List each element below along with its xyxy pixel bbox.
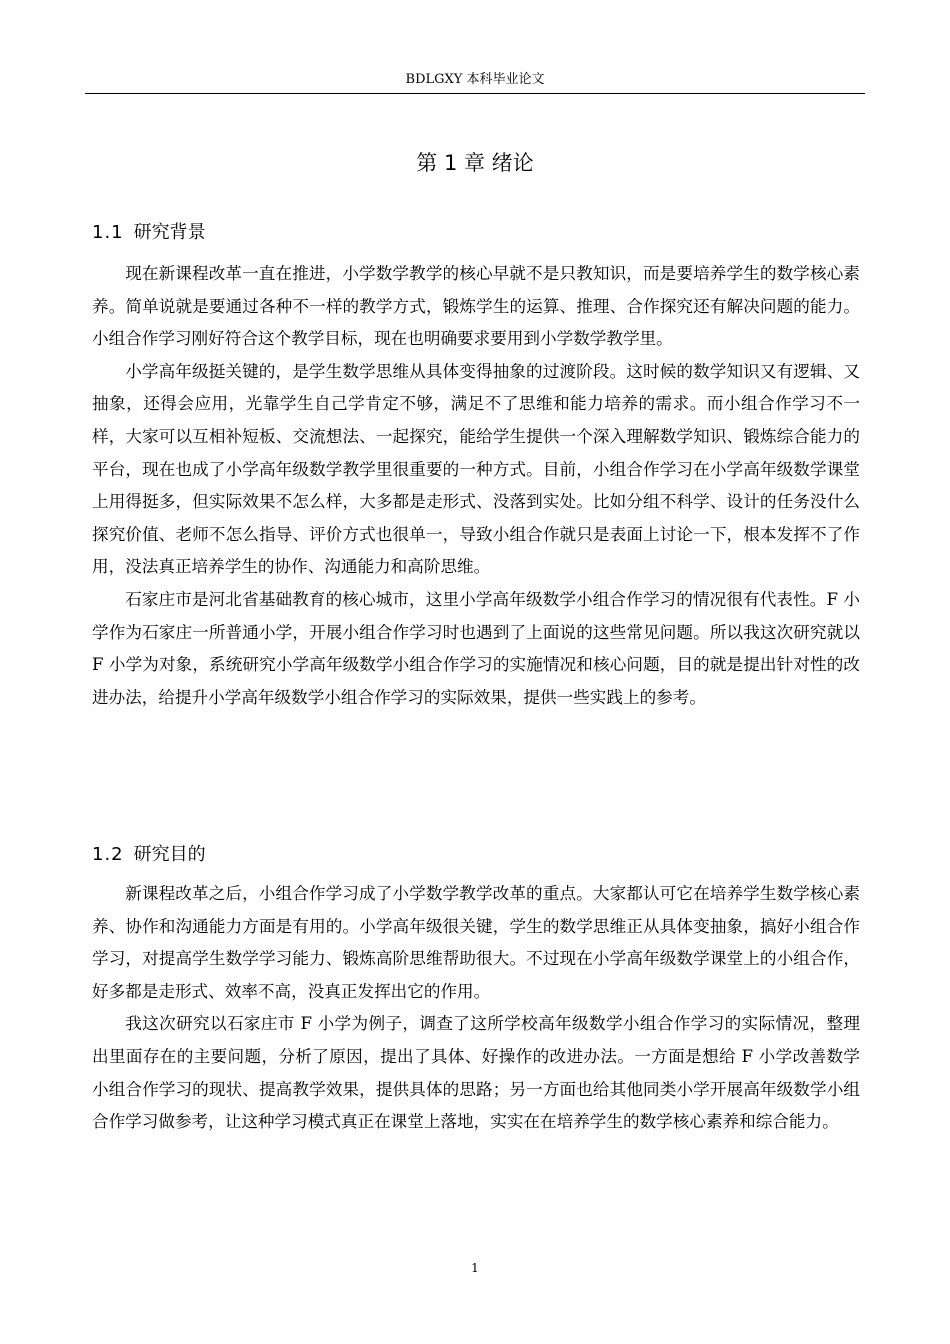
- section-body-research-background: [92, 258, 860, 714]
- page-number: 1: [471, 1261, 479, 1275]
- paragraph: 我这次研究以石家庄市 F 小学为例子，调查了这所学校高年级数学小组合作学习的实际情况，整理出里面存在的主要问题，分析了原因，提出了具体、好操作的改进办法。一方面是想给 F 小学改善数学小组合作学习的现状、提高教学效果，提供具体的思路；另一方面也给其他同类小学开展高年级数学小组合作学习做参考，让这种学习模式真正在课堂上落地，实实在在培养学生的数学核心素养和综合能力。: [92, 1014, 860, 1132]
- section-number: 1.2: [92, 844, 124, 865]
- section-heading-research-purpose: [92, 842, 206, 868]
- chapter-title: 第 1 章 绪论: [416, 151, 534, 175]
- section-body-research-purpose: [92, 878, 860, 1139]
- running-header-title: BDLGXY 本科毕业论文: [405, 72, 545, 87]
- section-number: 1.1: [92, 222, 124, 243]
- paragraph: 小学高年级挺关键的，是学生数学思维从具体变得抽象的过渡阶段。这时候的数学知识又有逻辑、又抽象，还得会应用，光靠学生自己学肯定不够，满足不了思维和能力培养的需求。而小组合作学习不一样，大家可以互相补短板、交流想法、一起探究，能给学生提供一个深入理解数学知识、锻炼综合能力的平台，现在也成了小学高年级数学教学里很重要的一种方式。目前，小组合作学习在小学高年级数学课堂上用得挺多，但实际效果不怎么样，大多都是走形式、没落到实处。比如分组不科学、设计的任务没什么探究价值、老师不怎么指导、评价方式也很单一，导致小组合作就只是表面上讨论一下，根本发挥不了作用，没法真正培养学生的协作、沟通能力和高阶思维。: [92, 361, 860, 577]
- section-title: 研究目的: [133, 844, 206, 865]
- paragraph: 新课程改革之后，小组合作学习成了小学数学教学改革的重点。大家都认可它在培养学生数学核心素养、协作和沟通能力方面是有用的。小学高年级很关键，学生的数学思维正从具体变抽象，搞好小组合作学习，对提高学生数学学习能力、锻炼高阶思维帮助很大。不过现在小学高年级数学课堂上的小组合作，好多都是走形式、效率不高，没真正发挥出它的作用。: [92, 884, 860, 1001]
- paragraph: 现在新课程改革一直在推进，小学数学教学的核心早就不是只教知识，而是要培养学生的数学核心素养。简单说就是要通过各种不一样的教学方式，锻炼学生的运算、推理、合作探究还有解决问题的能力。小组合作学习刚好符合这个教学目标，现在也明确要求要用到小学数学教学里。: [92, 264, 860, 349]
- running-header: [85, 70, 865, 94]
- section-heading-research-background: [92, 220, 206, 246]
- section-title: 研究背景: [133, 222, 206, 243]
- paragraph: 石家庄市是河北省基础教育的核心城市，这里小学高年级数学小组合作学习的情况很有代表性。F 小学作为石家庄一所普通小学，开展小组合作学习时也遇到了上面说的这些常见问题。所以我这次研究就以 F 小学为对象，系统研究小学高年级数学小组合作学习的实施情况和核心问题，目的就是提出针对性的改进办法，给提升小学高年级数学小组合作学习的实际效果，提供一些实践上的参考。: [92, 589, 860, 707]
